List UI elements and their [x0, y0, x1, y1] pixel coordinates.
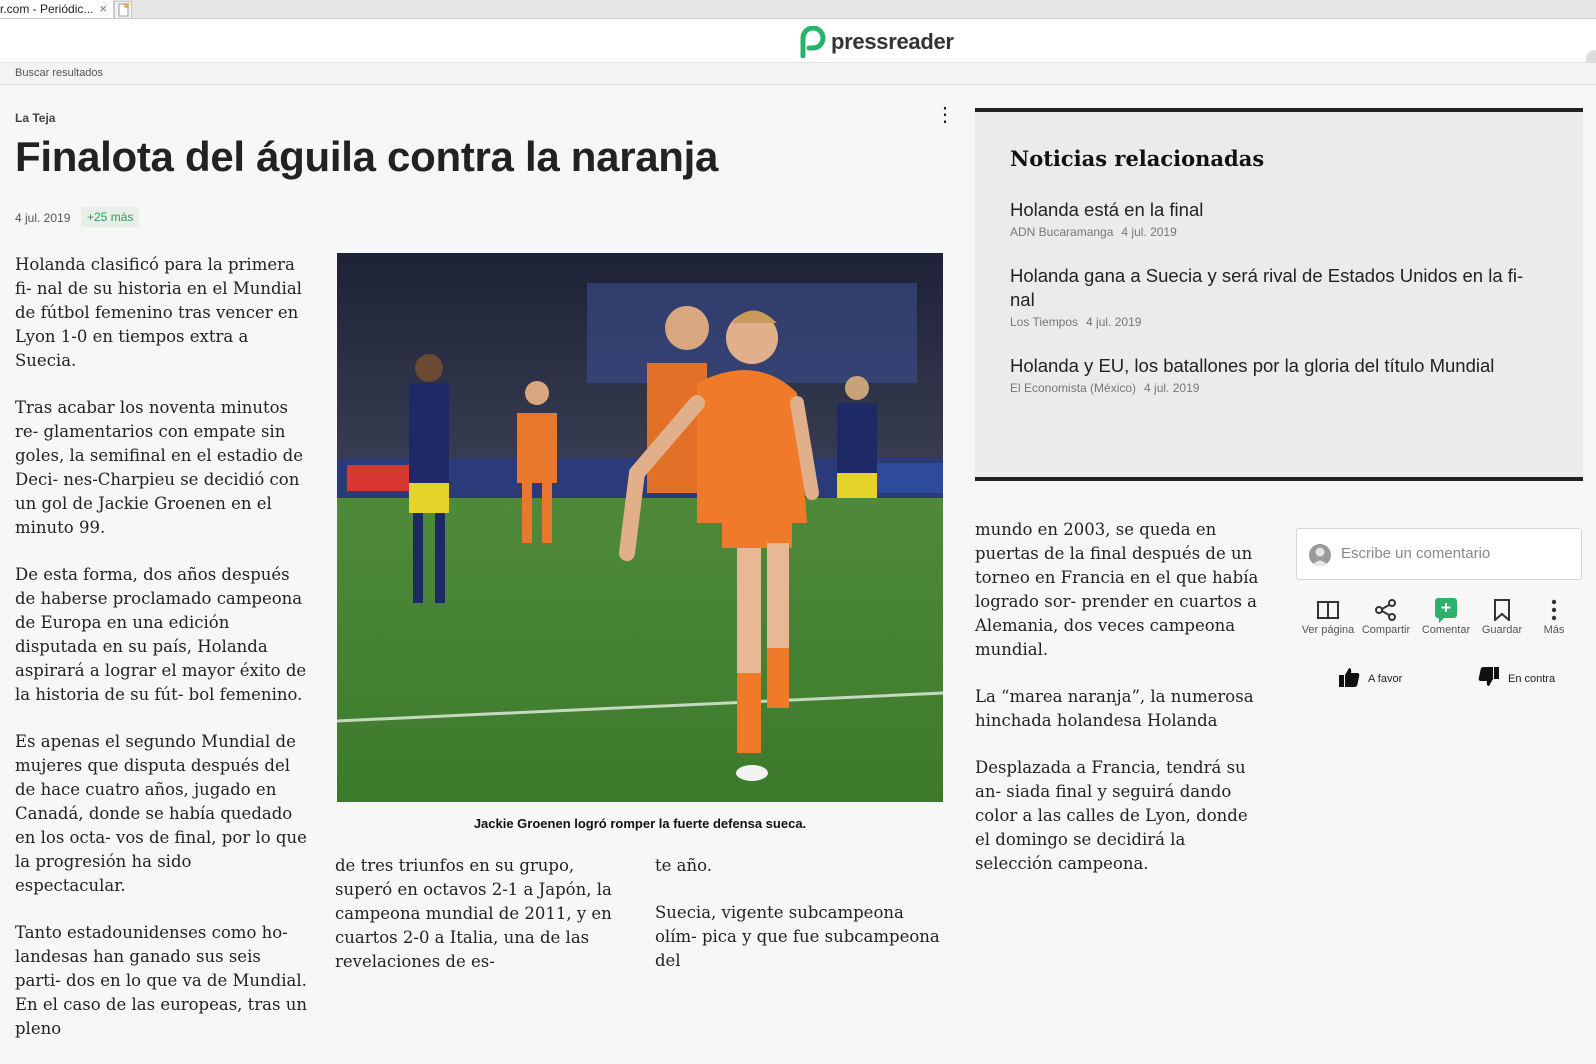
share-icon — [1354, 597, 1418, 623]
related-news-item[interactable] — [1010, 354, 1550, 395]
comment-button[interactable] — [1414, 597, 1478, 636]
paragraph: mundo en 2003, se queda en puertas de la final después de un torneo en Francia en el que había logrado sor- prender en cuartos a Alemania, dos veces campeona mundial. — [975, 520, 1259, 659]
related-news-source: El Economista (México) — [1010, 381, 1137, 395]
related-news-source: ADN Bucaramanga — [1010, 225, 1114, 239]
related-news-title[interactable]: Holanda está en la final — [1010, 199, 1204, 220]
related-news-title[interactable]: Holanda gana a Suecia y será rival de Estados Unidos en la fi- nal — [1010, 265, 1524, 310]
close-tab-icon[interactable]: × — [99, 1, 107, 16]
search-results-bar[interactable] — [0, 63, 1596, 85]
related-news-source: Los Tiempos — [1010, 315, 1079, 329]
article-column-1 — [15, 253, 307, 1064]
view-page-button[interactable] — [1296, 597, 1360, 636]
photo-caption: Jackie Groenen logró romper la fuerte defensa sueca. — [473, 816, 807, 831]
paragraph: Holanda clasificó para la primera fi- nal de su historia en el Mundial de fútbol femenino tras vencer en Lyon 1-0 en tiempos extra a Suecia. — [15, 255, 302, 370]
view-page-label: Ver página — [1301, 624, 1355, 636]
new-tab-icon[interactable] — [114, 1, 132, 19]
pressreader-logo[interactable] — [799, 26, 954, 58]
more-options-icon[interactable]: ⋮ — [935, 104, 955, 126]
publication-name[interactable]: La Teja — [15, 111, 56, 125]
browser-tab[interactable] — [0, 0, 114, 18]
comment-input[interactable] — [1296, 528, 1582, 580]
downvote-button[interactable] — [1478, 666, 1555, 691]
paragraph: Tras acabar los noventa minutos re- glamentarios con empate sin goles, la semifinal en el estadio de Deci- nes-Charpieu se decidió con un gol de Jackie Groenen en el minuto 99. — [15, 398, 303, 537]
thumbs-down-icon — [1478, 666, 1500, 691]
pressreader-logo-icon — [799, 26, 827, 58]
paragraph: Tanto estadounidenses como ho- landesas han ganado sus seis parti- dos en lo que va de Mundial. En el caso de las europeas, tras un pleno — [15, 923, 307, 1038]
related-news-item[interactable] — [1010, 264, 1550, 329]
share-label: Compartir — [1361, 624, 1411, 636]
related-news-meta — [1010, 225, 1550, 239]
kebab-icon — [1522, 597, 1586, 623]
related-news-heading: Noticias relacionadas — [1010, 146, 1265, 171]
search-results-label: Buscar resultados — [15, 67, 104, 79]
related-news-date: 4 jul. 2019 — [1144, 381, 1200, 395]
article-column-4 — [975, 518, 1265, 899]
paragraph: de tres triunfos en su grupo, superó en octavos 2-1 a Japón, la campeona mundial de 2011, y en cuartos 2-0 a Italia, una de las revelaciones de es- — [335, 856, 612, 971]
related-news-meta — [1010, 381, 1550, 395]
related-news-date: 4 jul. 2019 — [1121, 225, 1177, 239]
paragraph: Es apenas el segundo Mundial de mujeres que disputa después del de hace cuatro años, jugado en Canadá, donde se había quedado en los octa- vos de final, por lo que la progresión ha sido espectacular. — [15, 732, 307, 895]
related-news-meta — [1010, 315, 1550, 329]
related-news-date: 4 jul. 2019 — [1086, 315, 1142, 329]
paragraph: Suecia, vigente subcampeona olím- pica y que fue subcampeona del — [655, 903, 940, 970]
site-header — [0, 19, 1596, 62]
downvote-label: En contra — [1508, 672, 1556, 685]
article-column-2 — [335, 854, 625, 997]
article-date: 4 jul. 2019 — [15, 211, 71, 225]
paragraph: te año. — [655, 856, 712, 875]
logo-text: pressreader — [831, 29, 954, 54]
comment-plus-icon — [1414, 597, 1478, 623]
save-label: Guardar — [1481, 624, 1523, 636]
related-news-panel — [975, 108, 1583, 481]
browser-tab-strip — [0, 0, 1596, 19]
upvote-button[interactable] — [1338, 666, 1402, 691]
paragraph: Desplazada a Francia, tendrá su an- siada final y seguirá dando color a las calles de Lyon, donde el domingo se decidirá la selección campeona. — [975, 758, 1248, 873]
more-button[interactable] — [1522, 597, 1586, 636]
more-editions-badge[interactable]: +25 más — [81, 207, 139, 227]
thumbs-up-icon — [1338, 666, 1360, 691]
comment-placeholder: Escribe un comentario — [1341, 545, 1491, 562]
related-news-item[interactable] — [1010, 198, 1550, 239]
upvote-label: A favor — [1368, 672, 1403, 685]
user-placeholder-icon — [1309, 544, 1331, 566]
paragraph: La “marea naranja”, la numerosa hinchada holandesa Holanda — [975, 687, 1254, 730]
article-title: Finalota del águila contra la naranja — [15, 133, 719, 180]
comment-label: Comentar — [1421, 624, 1471, 636]
more-label: Más — [1543, 624, 1565, 636]
paragraph: De esta forma, dos años después de haberse proclamado campeona de Europa en una edición disputada en su país, Holanda aspirará a lograr el mayor éxito de la historia de su fút- bol femenino. — [15, 565, 307, 704]
article-actions — [1296, 597, 1586, 642]
related-news-title[interactable]: Holanda y EU, los batallones por la gloria del título Mundial — [1010, 355, 1495, 376]
article-photo[interactable] — [337, 253, 943, 802]
article-column-3 — [655, 854, 945, 996]
browser-tab-title: r.com - Periódic... — [0, 2, 94, 16]
share-button[interactable] — [1354, 597, 1418, 636]
book-icon — [1296, 597, 1360, 623]
